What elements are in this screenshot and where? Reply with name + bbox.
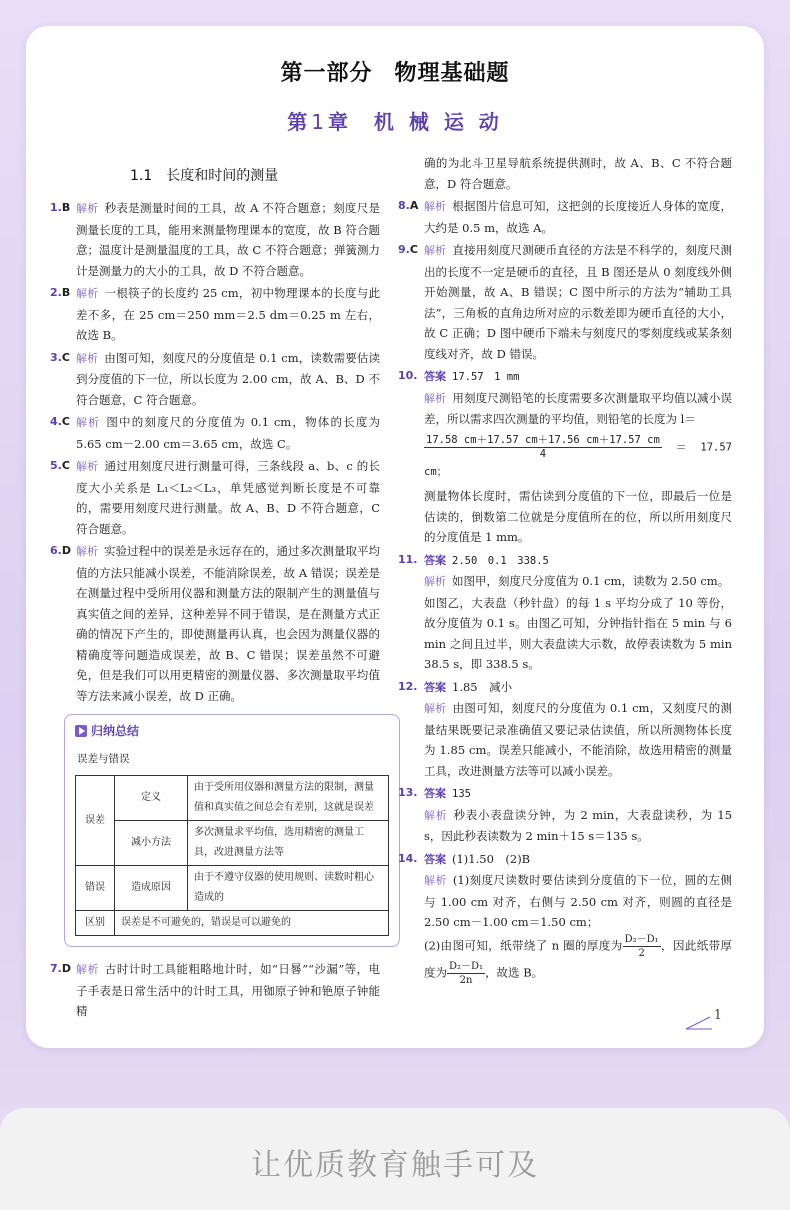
- fraction-numerator: D₂－D₁: [624, 933, 659, 945]
- answer-tag: 答案: [424, 787, 446, 800]
- question-number: 13.: [398, 786, 418, 799]
- summary-badge: [75, 721, 139, 742]
- fraction-result: ＝17.57 cm；: [424, 441, 732, 478]
- left-column: [50, 198, 380, 1024]
- table-cell: 误差: [76, 776, 115, 866]
- fraction-denominator: 2: [638, 947, 645, 959]
- right-column: [398, 153, 732, 989]
- question-number: 11.: [398, 552, 418, 566]
- qn-text: 2.: [50, 286, 62, 299]
- summary-box: [64, 714, 400, 947]
- question-item: [50, 541, 380, 706]
- table-cell: 减小方法: [115, 821, 188, 866]
- question-item-12: [398, 677, 732, 782]
- item-text: 秒表是测量时间的工具，故 A 不符合题意；刻度尺是测量长度的工具，能用来测量物理课本的宽度，故 B 符合题意；温度计是测量温度的工具，故 C 不符合题意；弹簧测力计是测量力的大小的工具，故 D 不符合题意。: [76, 201, 380, 278]
- analysis-tag: 解析: [76, 460, 99, 473]
- question-number: [50, 198, 70, 219]
- question-number: [398, 196, 418, 217]
- qn-text: 8.: [398, 199, 410, 212]
- question-number: [50, 456, 70, 477]
- qn-text: 9.: [398, 243, 410, 256]
- question-number: 12.: [398, 679, 418, 693]
- question-number: [50, 541, 71, 562]
- item-text: 用刻度尺测铅笔的长度需要多次测量取平均值以减小误差，所以需求四次测量的平均值，则铅笔的长度为 l＝: [424, 390, 733, 426]
- part-title: [26, 56, 764, 87]
- table-cell: 定义: [115, 776, 188, 821]
- fraction-numerator: D₂－D₁: [449, 960, 484, 972]
- item-text: (2)由图可知，纸带绕了 n 圈的厚度为: [424, 938, 623, 952]
- item-text: 古时计时工具能粗略地计时，如“日晷”“沙漏”等，电子手表是日常生活中的计时工具，用铷原子钟和铯原子钟能精: [76, 962, 381, 1019]
- qn-answer: B: [61, 201, 71, 214]
- question-number: [50, 412, 70, 433]
- item7-continued: [398, 153, 732, 194]
- chapter-title: [26, 106, 764, 135]
- item-text: 一根筷子的长度约 25 cm，初中物理课本的长度与此差不多，在 25 cm＝250 mm＝2.5 dm＝0.25 m 左右，故选 B。: [76, 286, 380, 342]
- analysis-tag: 解析: [424, 391, 447, 405]
- page-number: 1: [713, 1008, 722, 1023]
- question-item-11: [398, 550, 732, 675]
- question-item: [50, 348, 380, 411]
- analysis-tag: 解析: [424, 244, 447, 257]
- analysis-tag: 解析: [76, 416, 101, 429]
- chapter-name: 机 械 运 动: [373, 110, 503, 134]
- item-text: 由图可知，刻度尺的分度值是 0.1 cm，读数需要估读到分度值的下一位，所以长度为 2.00 cm，故 A、B、D 不符合题意，C 符合题意。: [76, 350, 381, 407]
- table-cell: 由于受所用仪器和测量方法的限制，测量值和真实值之间总会有差别，这就是误差: [188, 776, 389, 821]
- chapter-suffix: 章: [327, 110, 352, 134]
- analysis-tag: 解析: [76, 287, 99, 300]
- fraction: [447, 960, 485, 987]
- question-item-7: [50, 959, 380, 1022]
- qn-text: 4.: [50, 415, 62, 428]
- item-text: 如图甲，刻度尺分度值为 0.1 cm，读数为 2.50 cm。: [452, 574, 730, 588]
- item-text: 图中的刻度尺的分度值为 0.1 cm，物体的长度为 5.65 cm－2.00 cm＝3.65 cm，故选 C。: [76, 415, 380, 451]
- analysis-tag: 解析: [76, 545, 98, 558]
- answer-value: 135: [452, 788, 471, 800]
- table-row: [76, 776, 389, 821]
- analysis-tag: 解析: [424, 200, 447, 213]
- qn-answer: C: [61, 350, 70, 364]
- table-cell: 区别: [76, 911, 115, 936]
- slogan: 让优质教育触手可及: [251, 1148, 539, 1183]
- item-text: 通过用刻度尺进行测量可得，三条线段 a、b、c 的长度大小关系是 L₁＜L₂＜L₃，单凭感觉判断长度是不可靠的，需要用刻度尺进行测量。故 A、B、D 不符合题意，C 符合题意。: [76, 459, 381, 536]
- analysis-tag: 解析: [76, 963, 99, 977]
- analysis-tag: 解析: [76, 351, 99, 365]
- question-number: 14.: [398, 851, 418, 865]
- answer-value: 2.50 0.1 338.5: [452, 554, 549, 567]
- question-item-10: [398, 366, 732, 548]
- part-title-a: 第一部分: [280, 61, 373, 86]
- item-text: ，因此纸带厚度为: [424, 938, 732, 979]
- qn-answer: A: [409, 199, 419, 212]
- question-item: [50, 456, 380, 539]
- item-text: 由图可知，刻度尺的分度值为 0.1 cm，又刻度尺的测量结果既要记录准确值又要记录估读值，所以所测物体长度为 1.85 cm。误差只能减小，不能消除，故选用精密的测量工具，改进测量方法等可以减小误差。: [424, 701, 732, 778]
- fraction: [424, 434, 662, 461]
- qn-answer: C: [409, 243, 418, 256]
- item-text: 测量物体长度时，需估读到分度值的下一位，即最后一位是估读的，倒数第二位就是分度值所在的位，所以所用刻度尺的分度值是 1 mm。: [424, 489, 732, 544]
- fraction: [623, 933, 661, 960]
- item-text: 确的为北斗卫星导航系统提供测时，故 A、B、C 不符合题意，D 符合题意。: [424, 156, 732, 191]
- table-row: [76, 911, 389, 936]
- analysis-tag: 解析: [424, 702, 447, 715]
- question-number: [50, 283, 70, 304]
- item-text: 直接用刻度尺测硬币直径的方法是不科学的，刻度尺测出的长度不一定是硬币的直径，且 B 图还是从 0 刻度线外侧开始测量，故 A、B 错误；C 图中所示的方法为“辅助工具法”，三角板的直角边所对应的示数差即为硬币直径的大小，故 C 正确；D 图中硬币下端未与刻度尺的零刻度线或某条刻度线对齐，故 D 错误。: [424, 243, 733, 361]
- analysis-tag: 解析: [76, 202, 99, 215]
- question-item: [398, 240, 732, 364]
- question-item-13: [398, 783, 732, 847]
- qn-text: 6.: [50, 544, 62, 557]
- qn-text: 7.: [50, 962, 62, 976]
- question-number: [50, 348, 70, 369]
- qn-text: 5.: [50, 459, 62, 472]
- answer-tag: 答案: [424, 852, 446, 866]
- chapter-num: 1: [311, 110, 328, 134]
- answer-value: 1.85 减小: [452, 679, 513, 694]
- item-text: 实验过程中的误差是永远存在的，通过多次测量取平均值的方法只能减小误差，不能消除误差，故 A 错误；误差是在测量过程中受所用仪器和测量方法的限制产生的测量值与真实值之间的差异，这种差异不同于错误，是在测量方式正确的情况下产生的，即使测量再认真，也会因为测量仪器的精确度等问题造成误差，故 B、C 错误；误差虽然不可避免，但是我们可以用更精密的测量仪器、多次测量取平均值等方法来减小误差，故 D 正确。: [76, 544, 380, 703]
- item-text: 根据图片信息可知，这把剑的长度接近人身体的宽度，大约是 0.5 m，故选 A。: [424, 199, 733, 235]
- table-cell: 多次测量求平均值，选用精密的测量工具，改进测量方法等: [188, 821, 389, 866]
- formula-line: [424, 430, 732, 487]
- item-text: (1)刻度尺读数时要估读到分度值的下一位，圆的左侧与 1.00 cm 对齐，右侧与 2.50 cm 对齐，则圆的直径是 2.50 cm－1.00 cm＝1.50 cm；: [424, 873, 733, 929]
- question-item: [50, 283, 380, 346]
- page-corner-mark: [684, 1016, 714, 1030]
- part-title-b: 物理基础题: [394, 61, 510, 86]
- item-text: 秒表小表盘读分钟，为 2 min，大表盘读秒，为 15 s，因此秒表读数为 2 min＋15 s＝135 s。: [424, 807, 733, 843]
- question-item: [398, 196, 732, 238]
- answer-tag: 答案: [424, 680, 446, 694]
- question-number: [50, 959, 71, 980]
- question-item: [50, 412, 380, 454]
- qn-answer: B: [61, 286, 71, 299]
- table-cell: 造成原因: [115, 866, 188, 911]
- qn-answer: D: [61, 962, 71, 976]
- answer-value: (1)1.50 (2)B: [452, 851, 531, 866]
- analysis-tag: 解析: [424, 808, 448, 822]
- section-title: 1.1 长度和时间的测量: [130, 168, 279, 184]
- qn-text: 1.: [50, 201, 62, 214]
- answer-tag: 答案: [424, 553, 446, 567]
- item-text: 如图乙，大表盘（秒针盘）的每 1 s 平均分成了 10 等份，故分度值为 0.1 s。由图乙可知，分钟指针指在 5 min 与 6 min 之间且过半，则大表盘读大示数，故停表读数为 5 min 38.5 s，即 338.5 s。: [424, 595, 732, 671]
- table-cell: 由于不遵守仪器的使用规则、读数时粗心造成的: [188, 866, 389, 911]
- fraction-denominator: 4: [539, 447, 547, 460]
- analysis-tag: 解析: [424, 575, 446, 588]
- analysis-tag: 解析: [424, 874, 447, 887]
- table-cell: 误差是不可避免的，错误是可以避免的: [115, 911, 389, 936]
- question-item: [50, 198, 380, 281]
- answer-value: 17.57 1 mm: [452, 371, 520, 383]
- question-item-14: [398, 849, 732, 987]
- fraction-numerator: 17.58 cm＋17.57 cm＋17.56 cm＋17.57 cm: [426, 433, 660, 446]
- question-number: 10.: [398, 369, 418, 382]
- play-icon: [75, 725, 87, 737]
- chapter-prefix: 第: [287, 110, 312, 134]
- question-number: [398, 240, 418, 261]
- table-row: [76, 821, 389, 866]
- summary-subtitle: 误差与错误: [77, 752, 130, 765]
- fraction-denominator: 2n: [459, 974, 473, 986]
- summary-badge-label: 归纳总结: [91, 724, 140, 738]
- qn-answer: C: [61, 415, 70, 428]
- page-card: [26, 26, 764, 1048]
- qn-text: 3.: [50, 350, 62, 364]
- answer-tag: 答案: [424, 370, 446, 383]
- qn-answer: C: [61, 459, 70, 472]
- item-text: ，故选 B。: [485, 965, 544, 979]
- table-row: [76, 866, 389, 911]
- error-table: [75, 775, 389, 936]
- table-cell: 错误: [76, 866, 115, 911]
- qn-answer: D: [61, 544, 71, 557]
